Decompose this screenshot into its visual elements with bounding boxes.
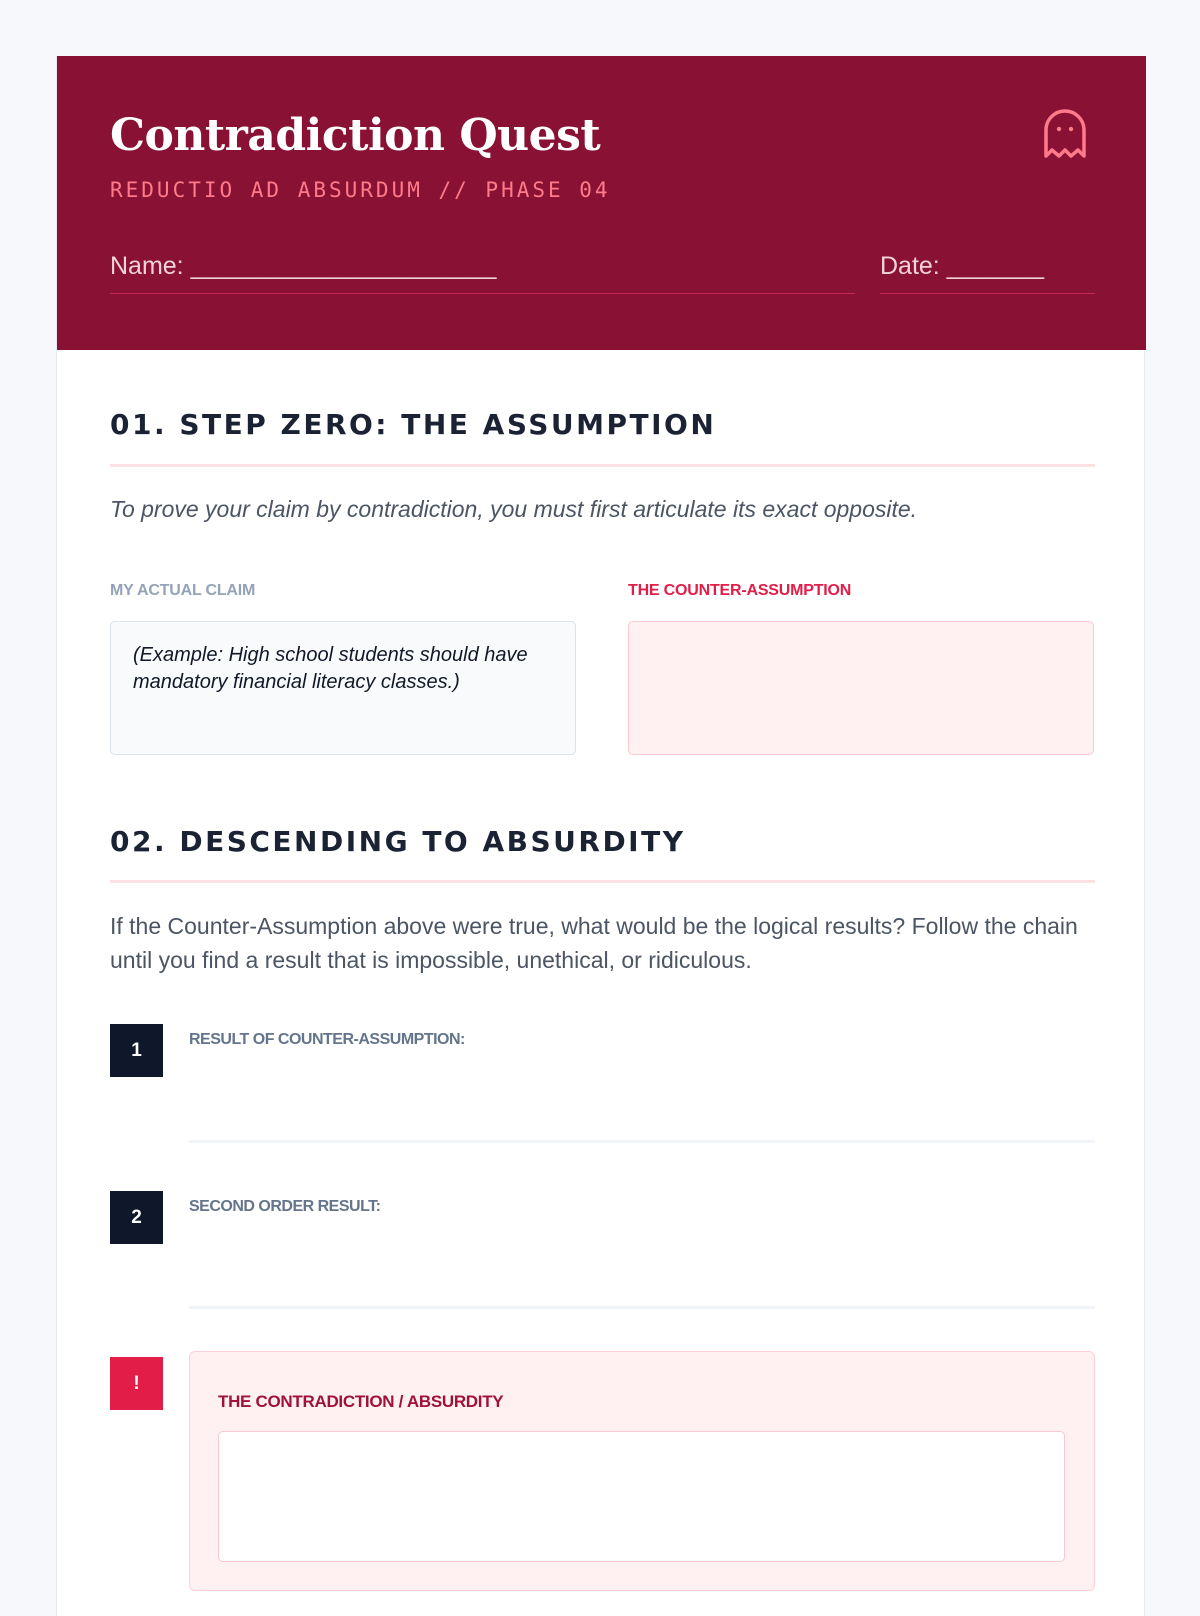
step-answer-line[interactable]	[189, 1306, 1095, 1309]
name-field[interactable]: Name: ______________________	[110, 252, 855, 294]
worksheet	[56, 56, 1145, 1616]
contradiction-label: THE CONTRADICTION / ABSURDITY	[218, 1392, 504, 1411]
contradiction-textbox[interactable]	[218, 1431, 1065, 1562]
page-subtitle: REDUCTIO AD ABSURDUM // PHASE 04	[110, 178, 611, 202]
claim-textbox[interactable]	[110, 621, 576, 755]
counter-assumption-label: THE COUNTER-ASSUMPTION	[628, 582, 852, 599]
step-number-badge: 2	[110, 1191, 163, 1244]
section-divider	[110, 464, 1095, 467]
ghost-icon	[1042, 108, 1088, 160]
claim-example-text: (Example: High school students should have mandatory financial literacy classes.)	[133, 644, 528, 693]
worksheet-header	[57, 56, 1146, 350]
section-intro: To prove your claim by contradiction, you must first articulate its exact opposite.	[110, 496, 918, 522]
step-label-result: RESULT OF COUNTER-ASSUMPTION:	[189, 1031, 465, 1048]
page-title: Contradiction Quest	[110, 110, 601, 161]
counter-assumption-textbox[interactable]	[628, 621, 1094, 755]
step-number-badge: 1	[110, 1024, 163, 1077]
step-answer-line[interactable]	[189, 1140, 1095, 1143]
claim-label: MY ACTUAL CLAIM	[110, 582, 256, 599]
alert-badge: !	[110, 1357, 163, 1410]
section-heading-assumption: 01. STEP ZERO: THE ASSUMPTION	[110, 408, 717, 441]
step-label-second-order: SECOND ORDER RESULT:	[189, 1198, 381, 1215]
date-field[interactable]: Date: _______	[880, 252, 1095, 294]
section-divider	[110, 880, 1095, 883]
section-instructions: If the Counter-Assumption above were true, what would be the logical results? Follow the chain until you find a result that is impossible, unethical, or ridiculous.	[110, 913, 1078, 973]
section-heading-absurdity: 02. DESCENDING TO ABSURDITY	[110, 825, 686, 858]
contradiction-panel	[189, 1351, 1095, 1591]
